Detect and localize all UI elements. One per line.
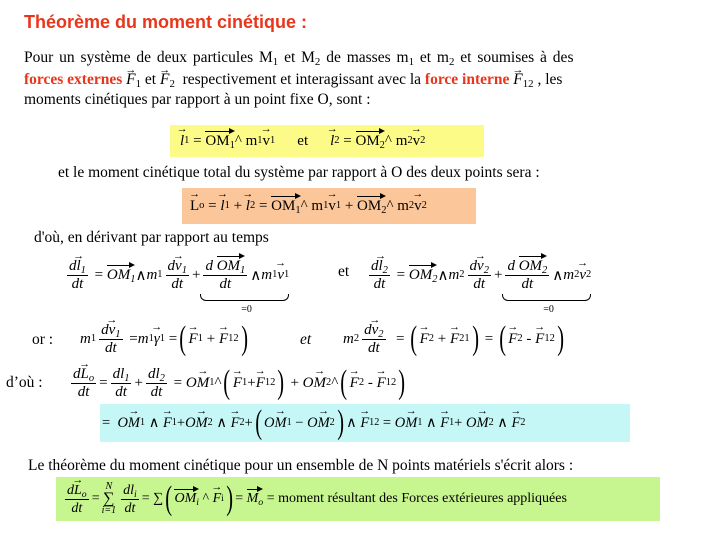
conclusion-text: Le théorème du moment cinétique pour un ensemble de N points matériels s'écrit alors : [28, 457, 574, 474]
angular-momentum-equations: → l 1 = $OM_1$ ^ m 1 → v 1 et → l 2 = $OM_2$ ^ m 2 → v 2 [170, 125, 484, 157]
newton-equation-1: m 1 $\frac{d\to v_1}{dt}$ = m 1 → γ 1 = ( → F 1 + → F 12 ) [80, 314, 250, 364]
derivative-equation-1: $\frac{d\to l_1}{dt}$ = $OM_1$ ∧ m 1 $\frac{d\to v_1}{dt}$ + $\frac{d OM_1}{dt}$ ∧ m 1 → v 1 =0 [64, 252, 289, 298]
total-derivative-equation: $\frac{d\to L_o}{dt}$ = $\frac{dl_1}{dt}$ + $\frac{dl_2}{dt}$ = O→ M 1 ^ ( → F 1 + → F 12 ) + O→ M 2 ^ ( → F 2 - → F 12 ) [68, 360, 408, 406]
total-moment-text: et le moment cinétique total du système par rapport à O des deux points sera : [58, 164, 540, 181]
et-italic-label: et [300, 331, 312, 348]
force-interne-label: force interne [424, 71, 510, 88]
dou-label: d’où : [6, 374, 43, 391]
or-label: or : [32, 331, 54, 348]
total-angular-momentum-equation: → L o = → l 1 + → l 2 = $OM_1$ ^ m 1 → v 1 + $OM_2$ ^ m 2 → v 2 [182, 188, 476, 224]
derive-text: d'où, en dérivant par rapport au temps [34, 229, 269, 246]
forces-externes-label: forces externes [24, 71, 123, 88]
theorem-final-equation: $\frac{d\to L_o}{dt}$ = N ∑ i=1 $\frac{dl_i}{dt}$ = ∑ ( $OM_i$ ^ → F i ) = $M_o$ = moment résultant des Forces extérieures appliquées [56, 477, 660, 521]
newton-equation-2: m 2 $\frac{d\to v_2}{dt}$ = ( → F 2 + → F 21 ) = ( → F 2 - → F 12 ) [343, 314, 566, 364]
simplified-equation: = O→ M 1 ∧ → F 1 + O→ M 2 ∧ → F 2 + ( O→ M 1 − O→ M 2 ) ∧ → F 12 = O→ M 1 ∧ → F 1 + O→ M 2 ∧ → F 2 [100, 404, 630, 442]
page-title: Théorème du moment cinétique : [24, 12, 308, 32]
derivative-equation-2: $\frac{d\to l_2}{dt}$ = $OM_2$ ∧ m 2 $\frac{d\to v_2}{dt}$ + $\frac{d OM_2}{dt}$ ∧ m 2 → v 2 =0 [366, 252, 591, 298]
et-label: et [338, 263, 350, 280]
intro-paragraph: Pour un système de deux particules $M_1$ et $M_2$ de masses $m_1$ et $m_2$ et soumises à des forces externes → $F_1$ et → $F_2$ respectivement et interagissant avec la force interne → $F_{12}$ , les moments cinétiques par rapport à un point fixe O, sont : [24, 48, 704, 110]
